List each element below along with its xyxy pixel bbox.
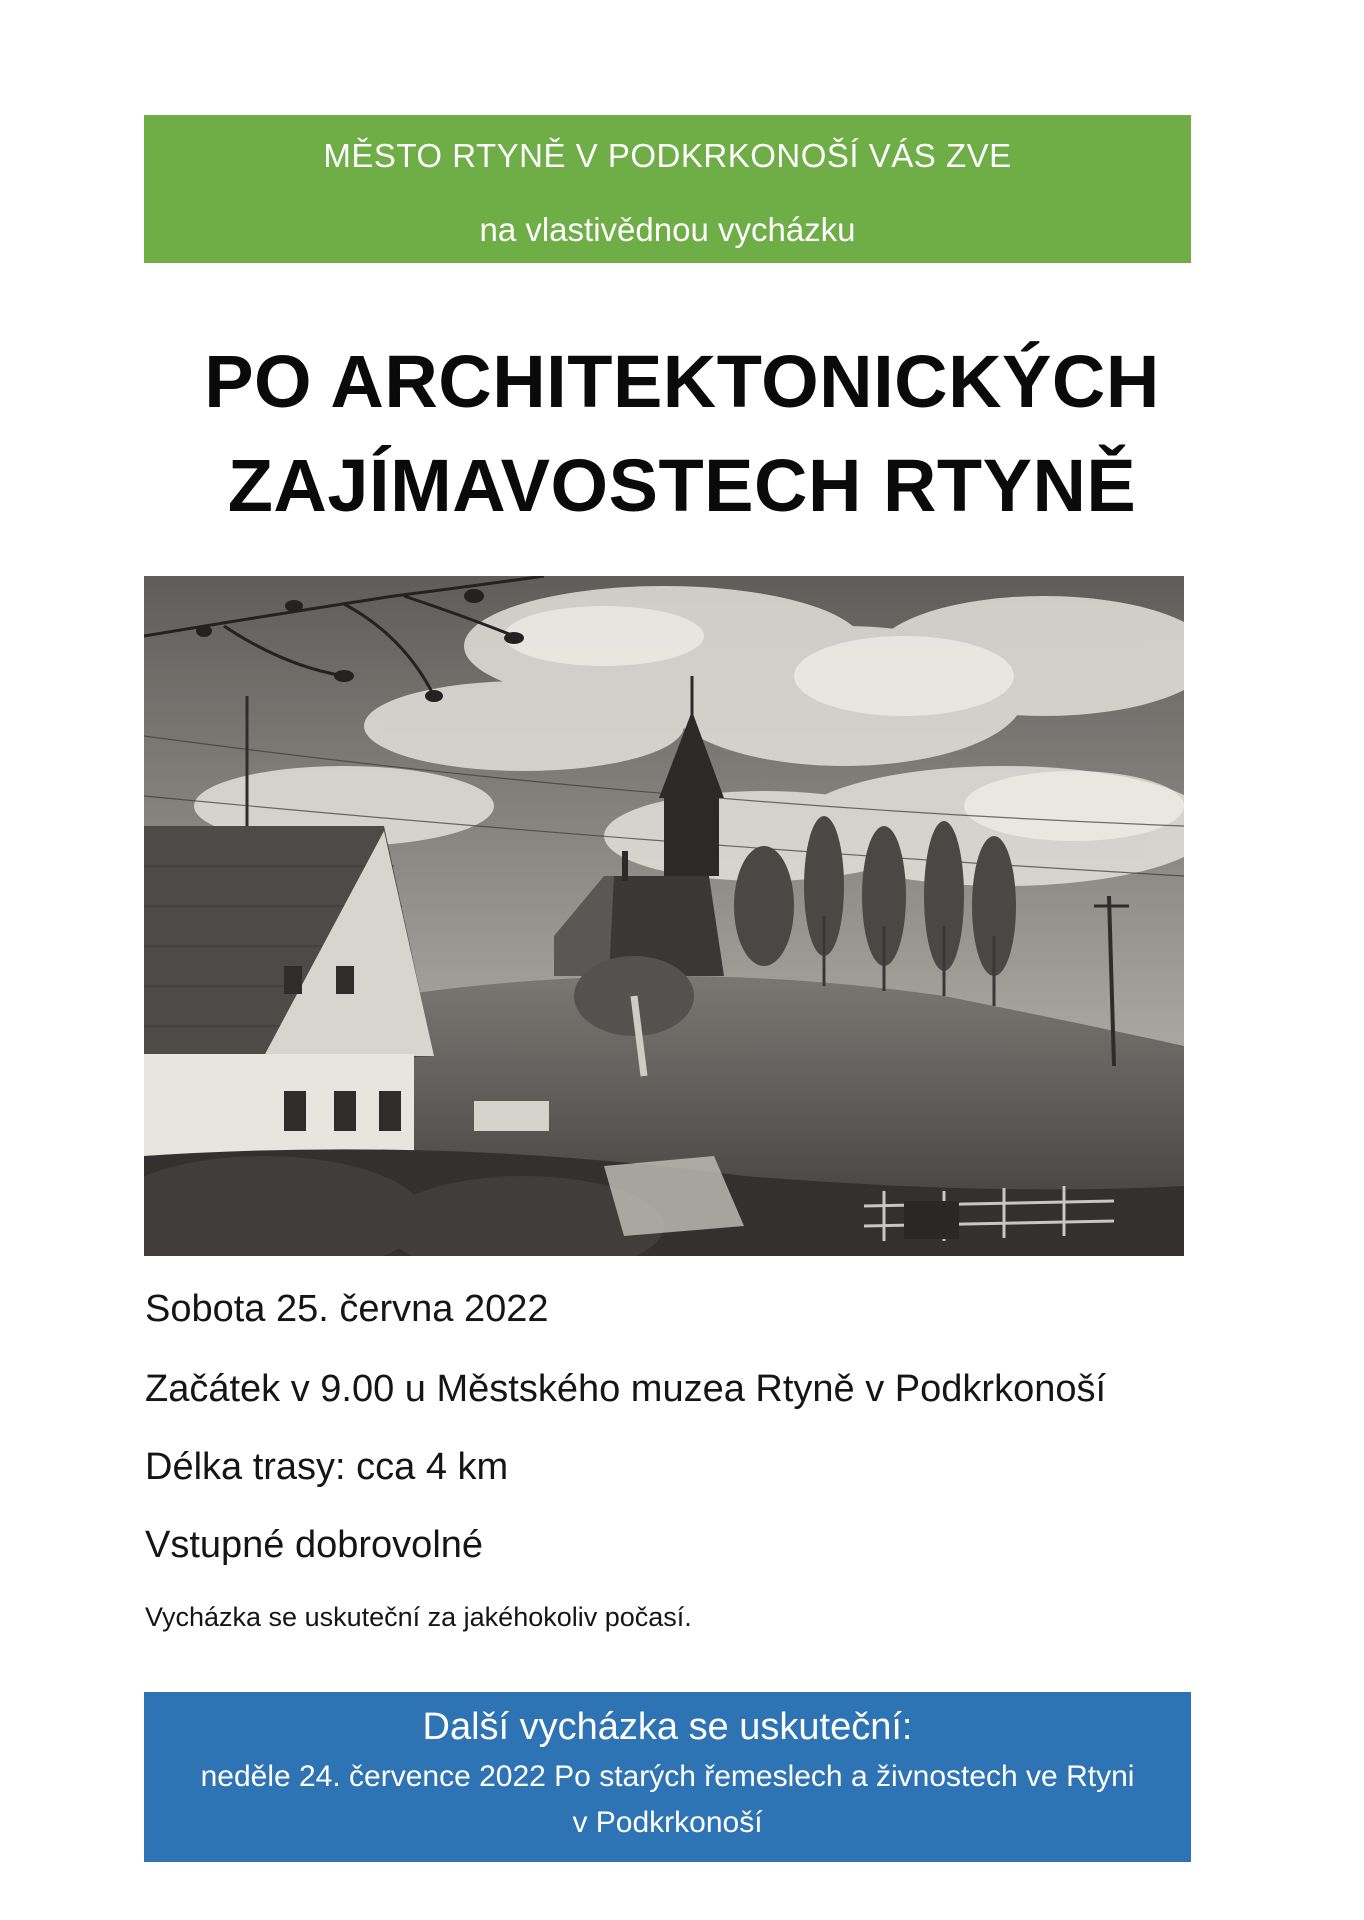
next-walk-heading: Další vycházka se uskuteční:	[422, 1706, 913, 1748]
title-line-2: ZAJÍMAVOSTECH RTYNĚ	[227, 444, 1137, 527]
invitation-banner	[144, 115, 1191, 263]
invitation-line-2: na vlastivědnou vycházku	[479, 211, 856, 248]
event-start: Začátek v 9.00 u Městského muzea Rtyně v Podkrkonoší	[145, 1368, 1107, 1410]
next-walk-line-2: v Podkrkonoší	[572, 1806, 763, 1839]
title-line-1: PO ARCHITEKTONICKÝCH	[204, 340, 1160, 423]
event-date: Sobota 25. června 2022	[145, 1288, 549, 1330]
next-walk-banner	[144, 1692, 1191, 1862]
route-length: Délka trasy: cca 4 km	[145, 1446, 509, 1488]
page-title	[100, 330, 1264, 538]
invitation-line-1: MĚSTO RTYNĚ V PODKRKONOŠÍ VÁS ZVE	[323, 137, 1012, 174]
weather-note: Vycházka se uskuteční za jakéhokoliv počasí.	[145, 1602, 692, 1632]
historic-church-photo	[144, 576, 1184, 1256]
entry-fee: Vstupné dobrovolné	[145, 1524, 484, 1566]
next-walk-line-1: neděle 24. července 2022 Po starých řemeslech a živnostech ve Rtyni	[200, 1760, 1135, 1793]
